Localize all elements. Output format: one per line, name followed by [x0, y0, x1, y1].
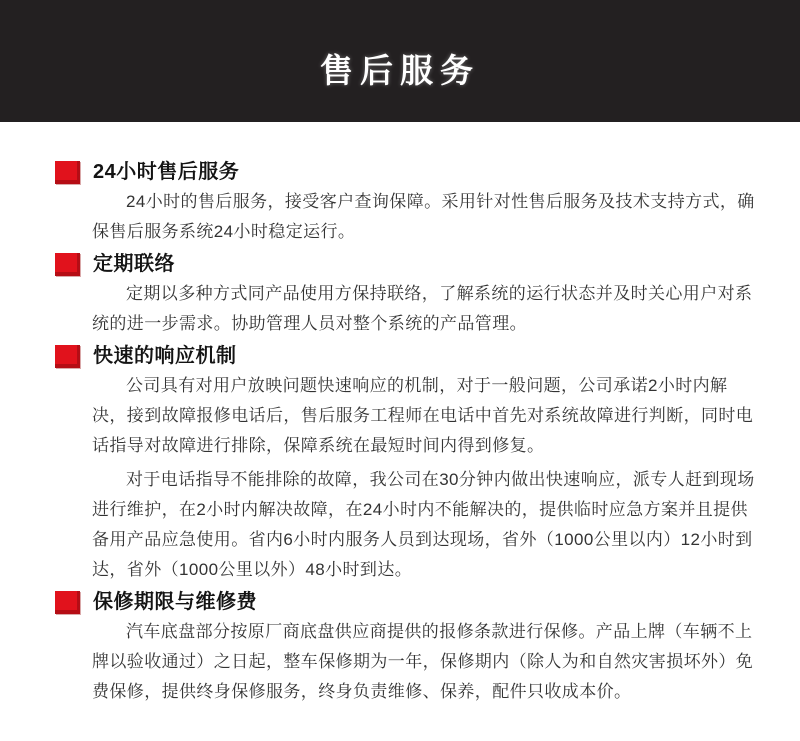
- red-square-bullet-icon: [55, 253, 80, 276]
- service-section: [55, 249, 758, 339]
- section-paragraphs: [92, 279, 758, 339]
- service-section: [55, 587, 758, 707]
- service-section: [55, 341, 758, 585]
- sections-container: [0, 122, 800, 707]
- paragraph: 汽车底盘部分按原厂商底盘供应商提供的报修条款进行保修。产品上牌（车辆不上牌以验收通过）之日起，整车保修期为一年，保修期内（除人为和自然灾害损坏外）免费保修，提供终身保修服务，终身负责维修、保养，配件只收成本价。: [92, 622, 754, 701]
- paragraph: 对于电话指导不能排除的故障，我公司在30分钟内做出快速响应，派专人赶到现场进行维护，在2小时内解决故障，在24小时内不能解决的，提供临时应急方案并且提供备用产品应急使用。省内6小时内服务人员到达现场，省外（1000公里以内）12小时到达，省外（1000公里以外）48小时到达。: [92, 470, 755, 579]
- section-header-row: [55, 587, 758, 617]
- section-title: 定期联络: [93, 253, 175, 275]
- section-header-row: [55, 157, 758, 187]
- section-header-row: [55, 249, 758, 279]
- section-title: 24小时售后服务: [93, 161, 240, 183]
- red-square-bullet-icon: [55, 161, 80, 184]
- paragraph: 定期以多种方式同产品使用方保持联络，了解系统的运行状态并及时关心用户对系统的进一步需求。协助管理人员对整个系统的产品管理。: [92, 284, 753, 333]
- section-title: 保修期限与维修费: [93, 591, 257, 613]
- section-header-row: [55, 341, 758, 371]
- section-paragraphs: [92, 371, 758, 585]
- section-paragraphs: [92, 617, 758, 707]
- section-title: 快速的响应机制: [93, 345, 237, 367]
- page-header-banner: [0, 0, 800, 122]
- page-title: 售后服务: [320, 51, 480, 89]
- red-square-bullet-icon: [55, 591, 80, 614]
- service-section: [55, 157, 758, 247]
- red-square-bullet-icon: [55, 345, 80, 368]
- paragraph: 24小时的售后服务，接受客户查询保障。采用针对性售后服务及技术支持方式，确保售后服务系统24小时稳定运行。: [92, 192, 755, 241]
- paragraph: 公司具有对用户放映问题快速响应的机制，对于一般问题，公司承诺2小时内解决，接到故障报修电话后，售后服务工程师在电话中首先对系统故障进行判断，同时电话指导对故障进行排除，保障系统在最短时间内得到修复。: [92, 376, 754, 455]
- section-paragraphs: [92, 187, 758, 247]
